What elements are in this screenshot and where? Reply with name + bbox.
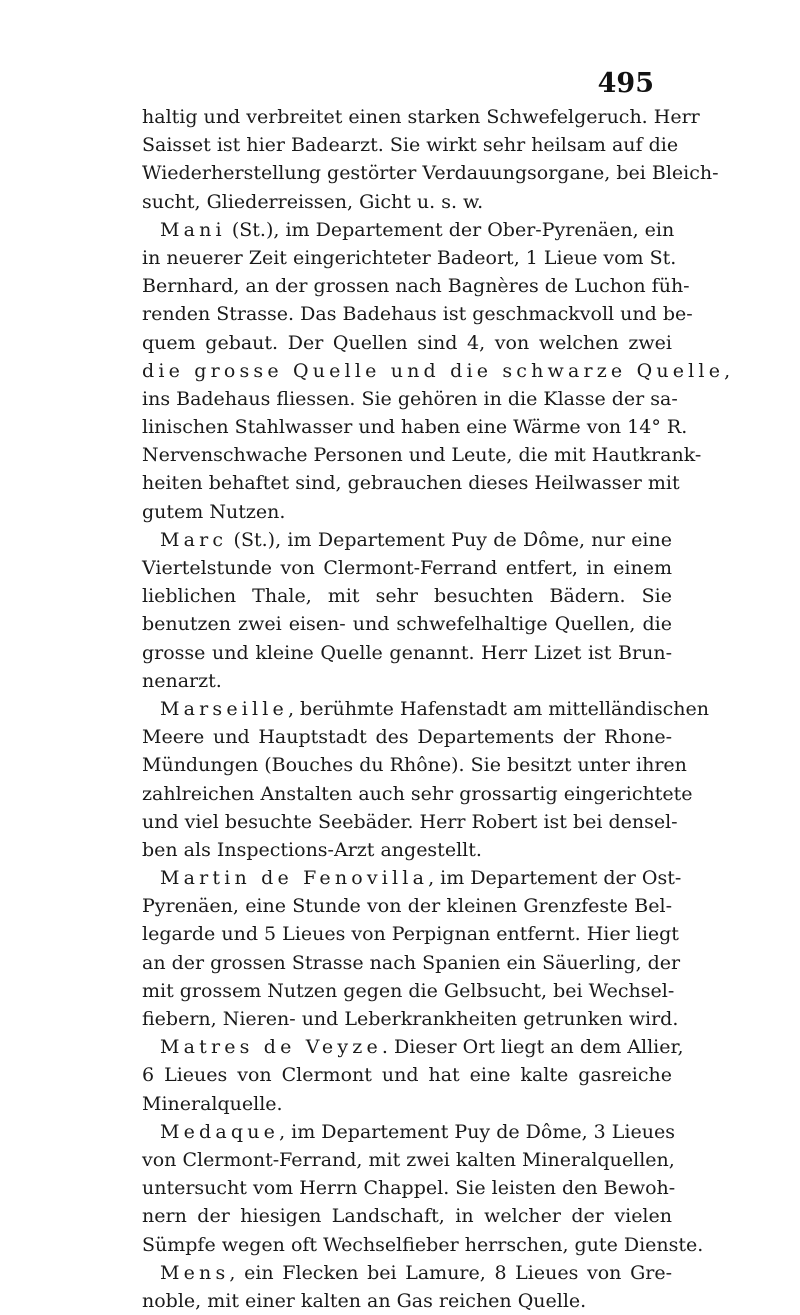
text-line: [142, 1090, 672, 1118]
text-line: [142, 1287, 672, 1315]
line-text: lieblichen Thale, mit sehr besuchten Bädern. Sie: [142, 585, 672, 608]
text-line: [142, 582, 672, 610]
spaced-heading-word: die grosse Quelle und die schwarze Quelle,: [142, 359, 735, 382]
text-line: [142, 864, 682, 892]
text-line: [142, 920, 679, 948]
spaced-heading-word: Matres de Veyze: [160, 1036, 382, 1059]
line-text: renden Strasse. Das Badehaus ist geschmackvoll und be-: [142, 303, 693, 326]
line-text: ins Badehaus fliessen. Sie gehören in die Klasse der sa-: [142, 387, 678, 410]
line-text: , im Departement der Ost-: [428, 867, 682, 890]
text-line: [142, 667, 672, 695]
text-line: [142, 1033, 684, 1061]
line-text: Mineralquelle.: [142, 1092, 283, 1115]
text-line: [142, 413, 688, 441]
line-text: , berühmte Hafenstadt am mittelländischen: [287, 697, 709, 720]
line-text: heiten behaftet sind, gebrauchen dieses Heilwasser mit: [142, 472, 680, 495]
line-text: , im Departement Puy de Dôme, 3 Lieues: [279, 1120, 675, 1143]
line-text: benutzen zwei eisen- und schwefelhaltige Quellen, die: [142, 613, 672, 636]
line-text: Bernhard, an der grossen nach Bagnères de Luchon füh-: [142, 275, 690, 298]
text-line: [142, 300, 693, 328]
spaced-heading-word: Medaque: [160, 1120, 280, 1143]
text-line: [142, 808, 678, 836]
text-line: [142, 949, 681, 977]
text-line: [142, 554, 672, 582]
line-text: gutem Nutzen.: [142, 500, 286, 523]
line-text: untersucht vom Herrn Chappel. Sie leisten den Bewoh-: [142, 1177, 676, 1200]
line-text: (St.), im Departement der Ober-Pyrenäen, ein: [225, 218, 675, 241]
line-text: an der grossen Strasse nach Spanien ein Säuerling, der: [142, 951, 681, 974]
text-line: [142, 1118, 675, 1146]
page-number: 495: [597, 68, 654, 99]
text-line: [142, 695, 709, 723]
text-line: [142, 1005, 679, 1033]
line-text: mit grossem Nutzen gegen die Gelbsucht, bei Wechsel-: [142, 979, 675, 1002]
text-line: [142, 188, 672, 216]
text-line: [142, 1202, 672, 1230]
line-text: in neuerer Zeit eingerichteter Badeort, 1 Lieue vom St.: [142, 246, 677, 269]
line-text: Viertelstunde von Clermont-Ferrand entfert, in einem: [142, 557, 672, 579]
line-text: Nervenschwache Personen und Leute, die mit Hautkrank-: [142, 444, 702, 467]
line-text: quem gebaut. Der Quellen sind 4, von welchen zwei: [142, 331, 672, 354]
line-text: noble, mit einer kalten an Gas reichen Quelle.: [142, 1289, 587, 1312]
text-line: [142, 441, 702, 469]
line-text: Saisset ist hier Badearzt. Sie wirkt sehr heilsam auf die: [142, 134, 679, 157]
text-line: [142, 498, 672, 526]
line-text: (St.), im Departement Puy de Dôme, nur eine: [227, 528, 672, 551]
text-line: [142, 1174, 676, 1202]
line-text: nern der hiesigen Landschaft, in welcher der vielen: [142, 1205, 672, 1228]
text-line: [142, 385, 678, 413]
line-text: grosse und kleine Quelle genannt. Herr Lizet ist Brun-: [142, 641, 672, 664]
line-text: sucht, Gliederreissen, Gicht u. s. w.: [142, 190, 484, 213]
text-line: [142, 1259, 672, 1287]
line-text: linischen Stahlwasser und haben eine Wärme von 14° R.: [142, 416, 688, 439]
text-line: [142, 216, 675, 244]
text-line: [142, 836, 672, 864]
line-text: fiebern, Nieren- und Leberkrankheiten getrunken wird.: [142, 1008, 679, 1030]
text-line: [142, 272, 690, 300]
line-text: zahlreichen Anstalten auch sehr grossartig eingerichtete: [142, 782, 693, 805]
line-text: haltig und verbreitet einen starken Schwefelgeruch. Herr: [142, 106, 700, 128]
text-line: [142, 780, 693, 808]
line-text: Mündungen (Bouches du Rhône). Sie besitzt unter ihren: [142, 754, 687, 777]
text-line: [142, 526, 672, 554]
text-line: [142, 723, 672, 751]
text-line: [142, 977, 675, 1005]
text-line: [142, 469, 680, 497]
line-text: . Dieser Ort liegt an dem Allier,: [381, 1036, 684, 1059]
spaced-heading-word: Mens: [160, 1261, 230, 1284]
text-line: [142, 244, 677, 272]
text-line: [142, 751, 687, 779]
line-text: legarde und 5 Lieues von Perpignan entfernt. Hier liegt: [142, 923, 679, 946]
line-text: nenarzt.: [142, 669, 222, 692]
text-line: [142, 357, 735, 385]
spaced-heading-word: Marc: [160, 528, 228, 551]
text-line: [142, 329, 672, 357]
text-line: [142, 1146, 675, 1174]
line-text: Wiederherstellung gestörter Verdauungsorgane, bei Bleich-: [142, 162, 719, 185]
text-line: [142, 610, 672, 638]
text-line: [142, 892, 672, 920]
text-line: [142, 1231, 704, 1259]
spaced-heading-word: Marseille: [160, 697, 288, 720]
line-text: Meere und Hauptstadt des Departements der Rhone-: [142, 726, 672, 749]
line-text: , ein Flecken bei Lamure, 8 Lieues von Gre-: [229, 1261, 672, 1284]
text-line: [142, 1061, 672, 1089]
text-line: [142, 159, 719, 187]
spaced-heading-word: Martin de Fenovilla: [160, 867, 429, 890]
line-text: 6 Lieues von Clermont und hat eine kalte gasreiche: [142, 1064, 672, 1087]
line-text: ben als Inspections-Arzt angestellt.: [142, 838, 482, 861]
spaced-heading-word: Mani: [160, 218, 226, 241]
body-text: [142, 103, 735, 1315]
text-line: [142, 639, 672, 667]
line-text: und viel besuchte Seebäder. Herr Robert ist bei densel-: [142, 810, 678, 833]
line-text: Sümpfe wegen oft Wechselfieber herrschen, gute Dienste.: [142, 1233, 704, 1256]
line-text: Pyrenäen, eine Stunde von der kleinen Grenzfeste Bel-: [142, 895, 672, 918]
text-line: [142, 103, 700, 131]
text-line: [142, 131, 679, 159]
line-text: von Clermont-Ferrand, mit zwei kalten Mineralquellen,: [142, 1148, 675, 1171]
